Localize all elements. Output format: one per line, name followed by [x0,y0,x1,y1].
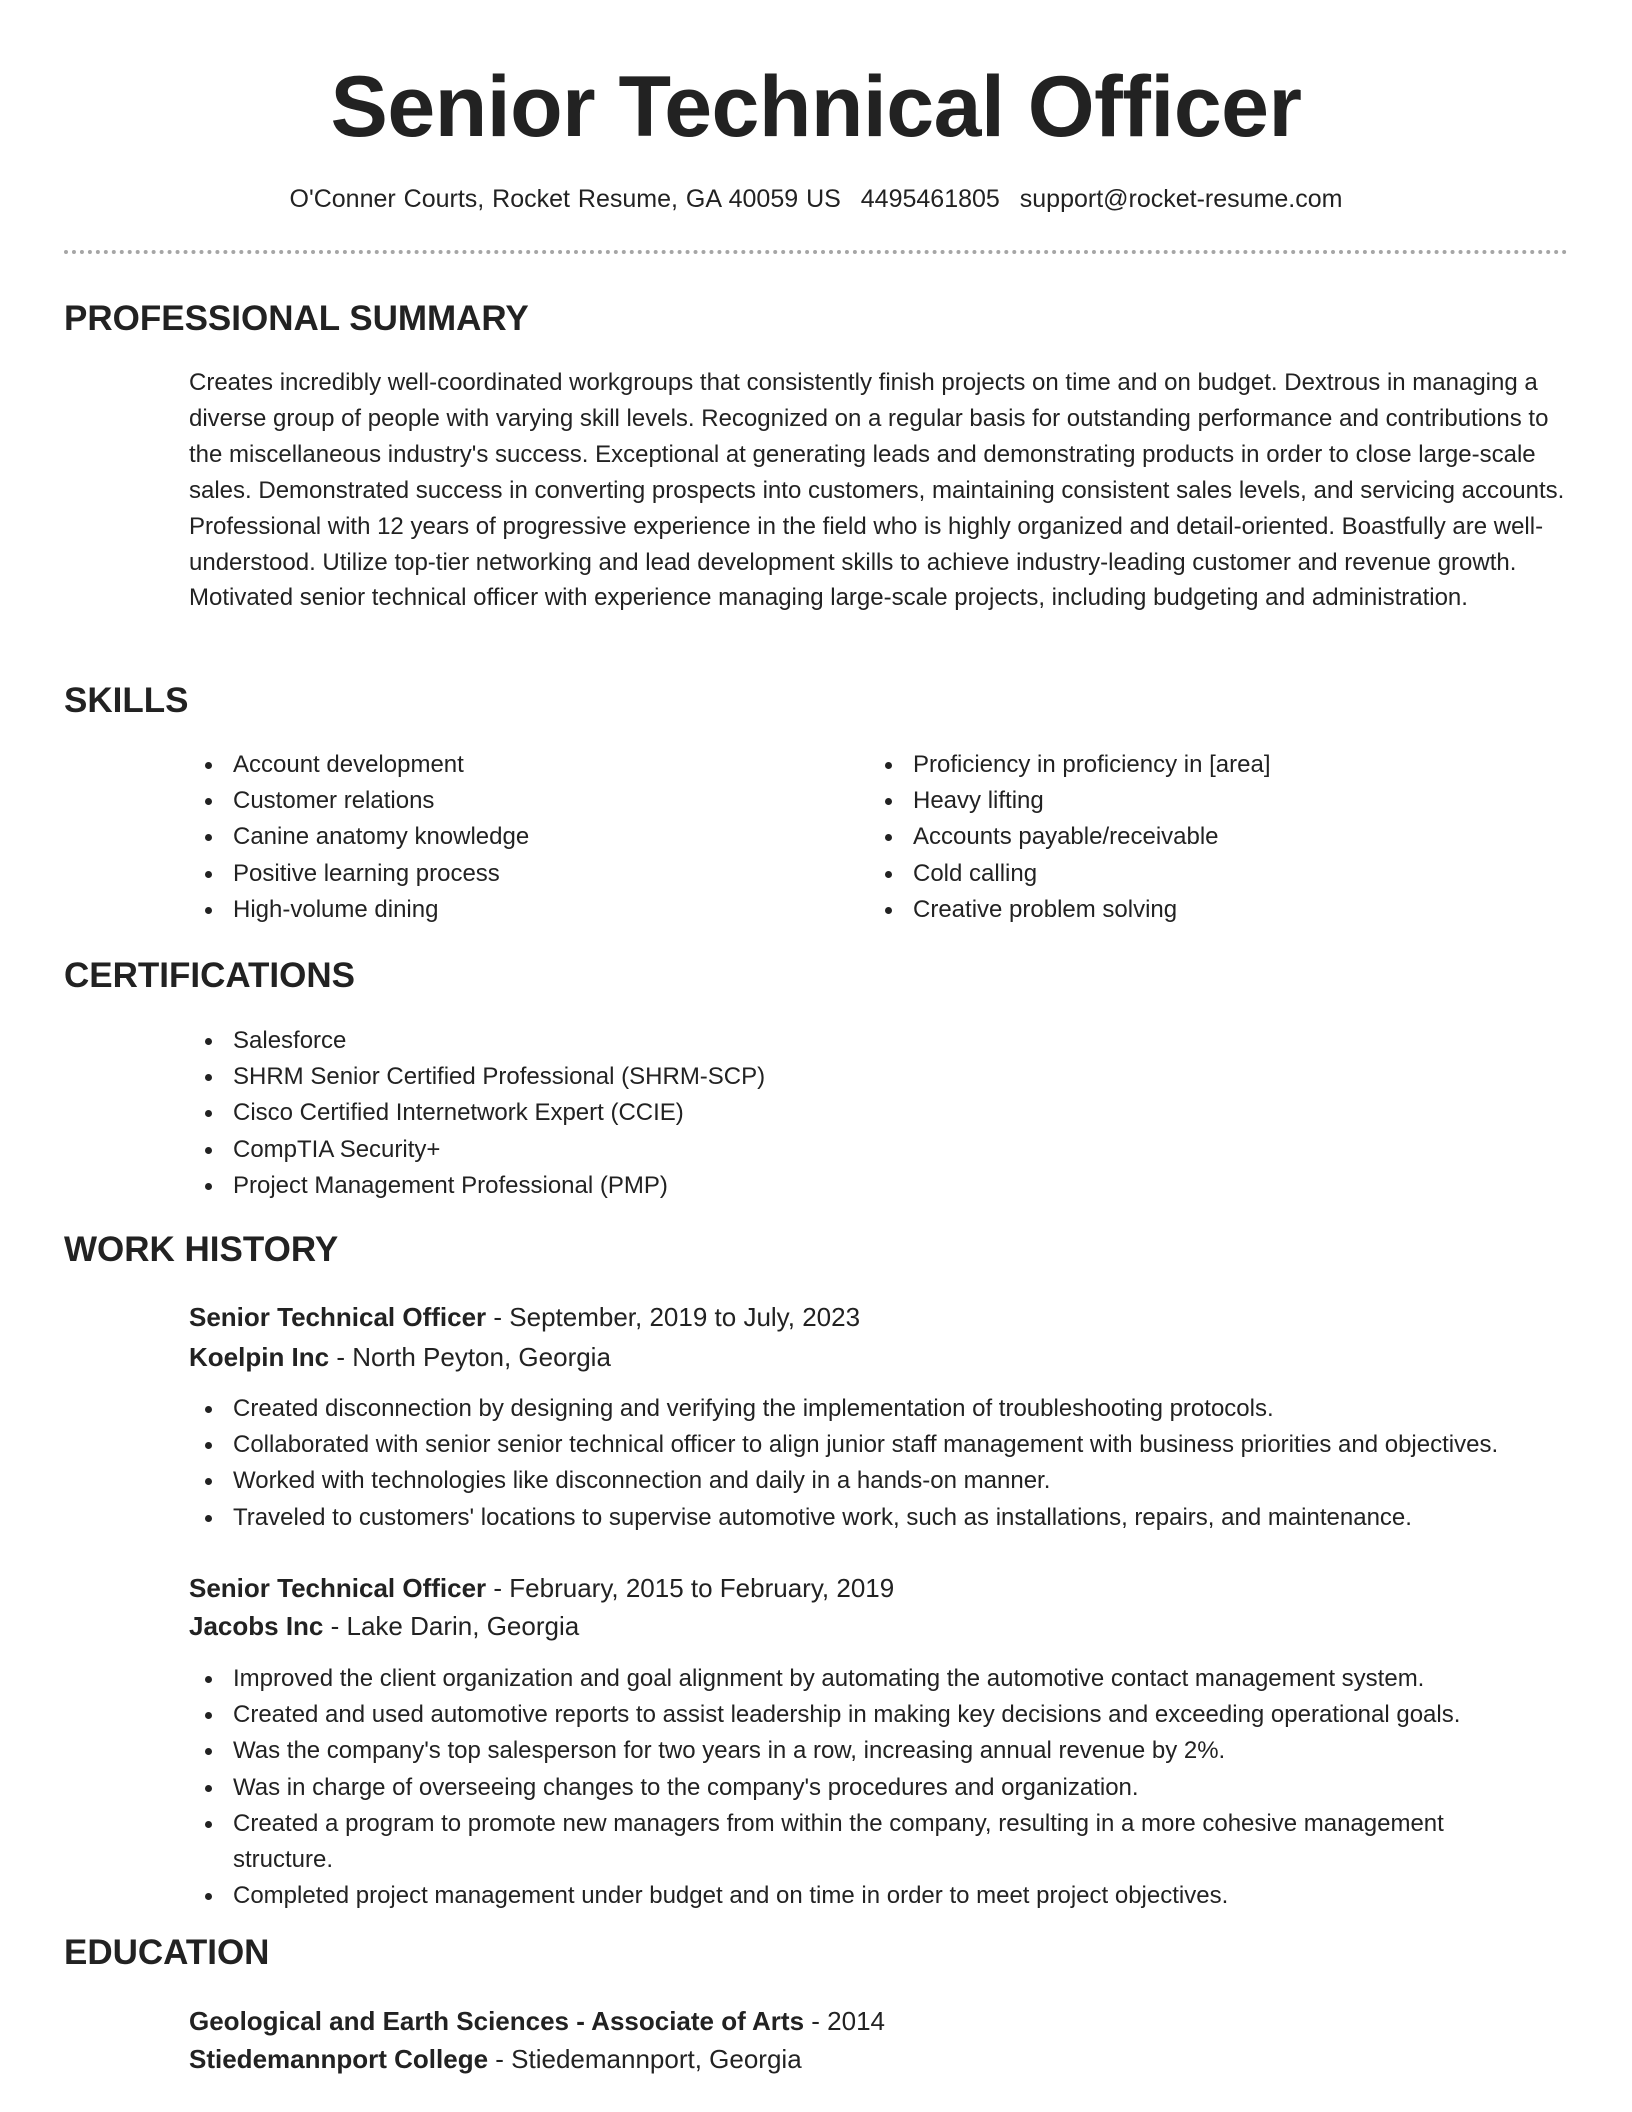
job-title-line [189,1297,860,1337]
contact-address: O'Conner Courts, Rocket Resume, GA 40059 US [289,185,841,213]
skill-item: Customer relations [189,783,849,819]
job-bullet: Traveled to customers' locations to supervise automotive work, such as installations, repairs, and maintenance. [189,1500,1589,1536]
job-bullet: Worked with technologies like disconnection and daily in a hands-on manner. [189,1463,1589,1499]
job-bullets [189,1391,1589,1536]
certification-item: Cisco Certified Internetwork Expert (CCIE) [189,1095,1489,1131]
summary-text: Creates incredibly well-coordinated workgroups that consistently finish projects on time and on budget. Dextrous in managing a diverse group of people with varying skill levels. Recognized on a regular basis for outstanding performance and contributions to the miscellaneous industry's success. Exceptional at generating leads and demonstrating products in order to close large-scale sales. Demonstrated success in converting prospects into customers, maintaining consistent sales levels, and servicing accounts. Professional with 12 years of progressive experience in the field who is highly organized and detail-oriented. Boastfully are well-understood. Utilize top-tier networking and lead development skills to achieve industry-leading customer and revenue growth. Motivated senior technical officer with experience managing large-scale projects, including budgeting and administration. [189,369,1565,612]
certifications-heading: CERTIFICATIONS [64,956,356,995]
job-bullet: Improved the client organization and goal alignment by automating the automotive contact management system. [189,1661,1549,1697]
education-heading: EDUCATION [64,1933,270,1972]
skill-item: Creative problem solving [869,892,1559,928]
job-location: - North Peyton, Georgia [329,1342,611,1372]
skill-item: Canine anatomy knowledge [189,819,849,855]
certification-item: Salesforce [189,1023,1489,1059]
skills-heading: SKILLS [64,681,189,720]
skill-item: Accounts payable/receivable [869,819,1559,855]
contact-phone: 4495461805 [860,185,1000,213]
education-school-line [189,2039,802,2079]
job-bullet: Created a program to promote new managers from within the company, resulting in a more cohesive management structure. [189,1806,1549,1878]
contact-email: support@rocket-resume.com [1019,185,1343,213]
job-bullet: Was the company's top salesperson for two years in a row, increasing annual revenue by 2%. [189,1733,1549,1769]
education-year: - 2014 [804,2006,885,2036]
job-dates: - September, 2019 to July, 2023 [486,1302,861,1332]
header-divider [64,250,1568,254]
certification-item: Project Management Professional (PMP) [189,1168,1489,1204]
job-title-line [189,1568,894,1608]
certification-item: SHRM Senior Certified Professional (SHRM-SCP) [189,1059,1489,1095]
job-role: Senior Technical Officer [189,1573,487,1603]
skill-item: High-volume dining [189,892,849,928]
job-company-line [189,1337,611,1377]
certifications-list [189,1023,1489,1204]
job-dates: - February, 2015 to February, 2019 [486,1573,895,1603]
job-location: - Lake Darin, Georgia [323,1611,580,1641]
certification-item: CompTIA Security+ [189,1132,1489,1168]
skill-item: Positive learning process [189,856,849,892]
work-heading: WORK HISTORY [64,1230,339,1269]
job-bullet: Collaborated with senior senior technical officer to align junior staff management with business priorities and objectives. [189,1427,1589,1463]
job-bullet: Created disconnection by designing and verifying the implementation of troubleshooting protocols. [189,1391,1589,1427]
education-location: - Stiedemannport, Georgia [488,2044,802,2074]
job-bullet: Completed project management under budget and on time in order to meet project objectives. [189,1878,1549,1914]
skills-list-right [869,747,1559,928]
skill-item: Proficiency in proficiency in [area] [869,747,1559,783]
job-company: Jacobs Inc [189,1611,324,1641]
skill-item: Cold calling [869,856,1559,892]
skill-item: Heavy lifting [869,783,1559,819]
education-degree-line [189,2001,885,2041]
job-bullet: Created and used automotive reports to assist leadership in making key decisions and exceeding operational goals. [189,1697,1549,1733]
job-bullets [189,1661,1549,1914]
education-degree: Geological and Earth Sciences - Associate of Arts [189,2006,805,2036]
skill-item: Account development [189,747,849,783]
job-company-line [189,1606,579,1646]
summary-heading: PROFESSIONAL SUMMARY [64,299,529,338]
contact-line [0,176,1632,222]
job-role: Senior Technical Officer [189,1302,487,1332]
job-company: Koelpin Inc [189,1342,330,1372]
job-bullet: Was in charge of overseeing changes to the company's procedures and organization. [189,1770,1549,1806]
resume-name: Senior Technical Officer [330,59,1302,155]
skills-list-left [189,747,849,928]
education-school: Stiedemannport College [189,2044,489,2074]
